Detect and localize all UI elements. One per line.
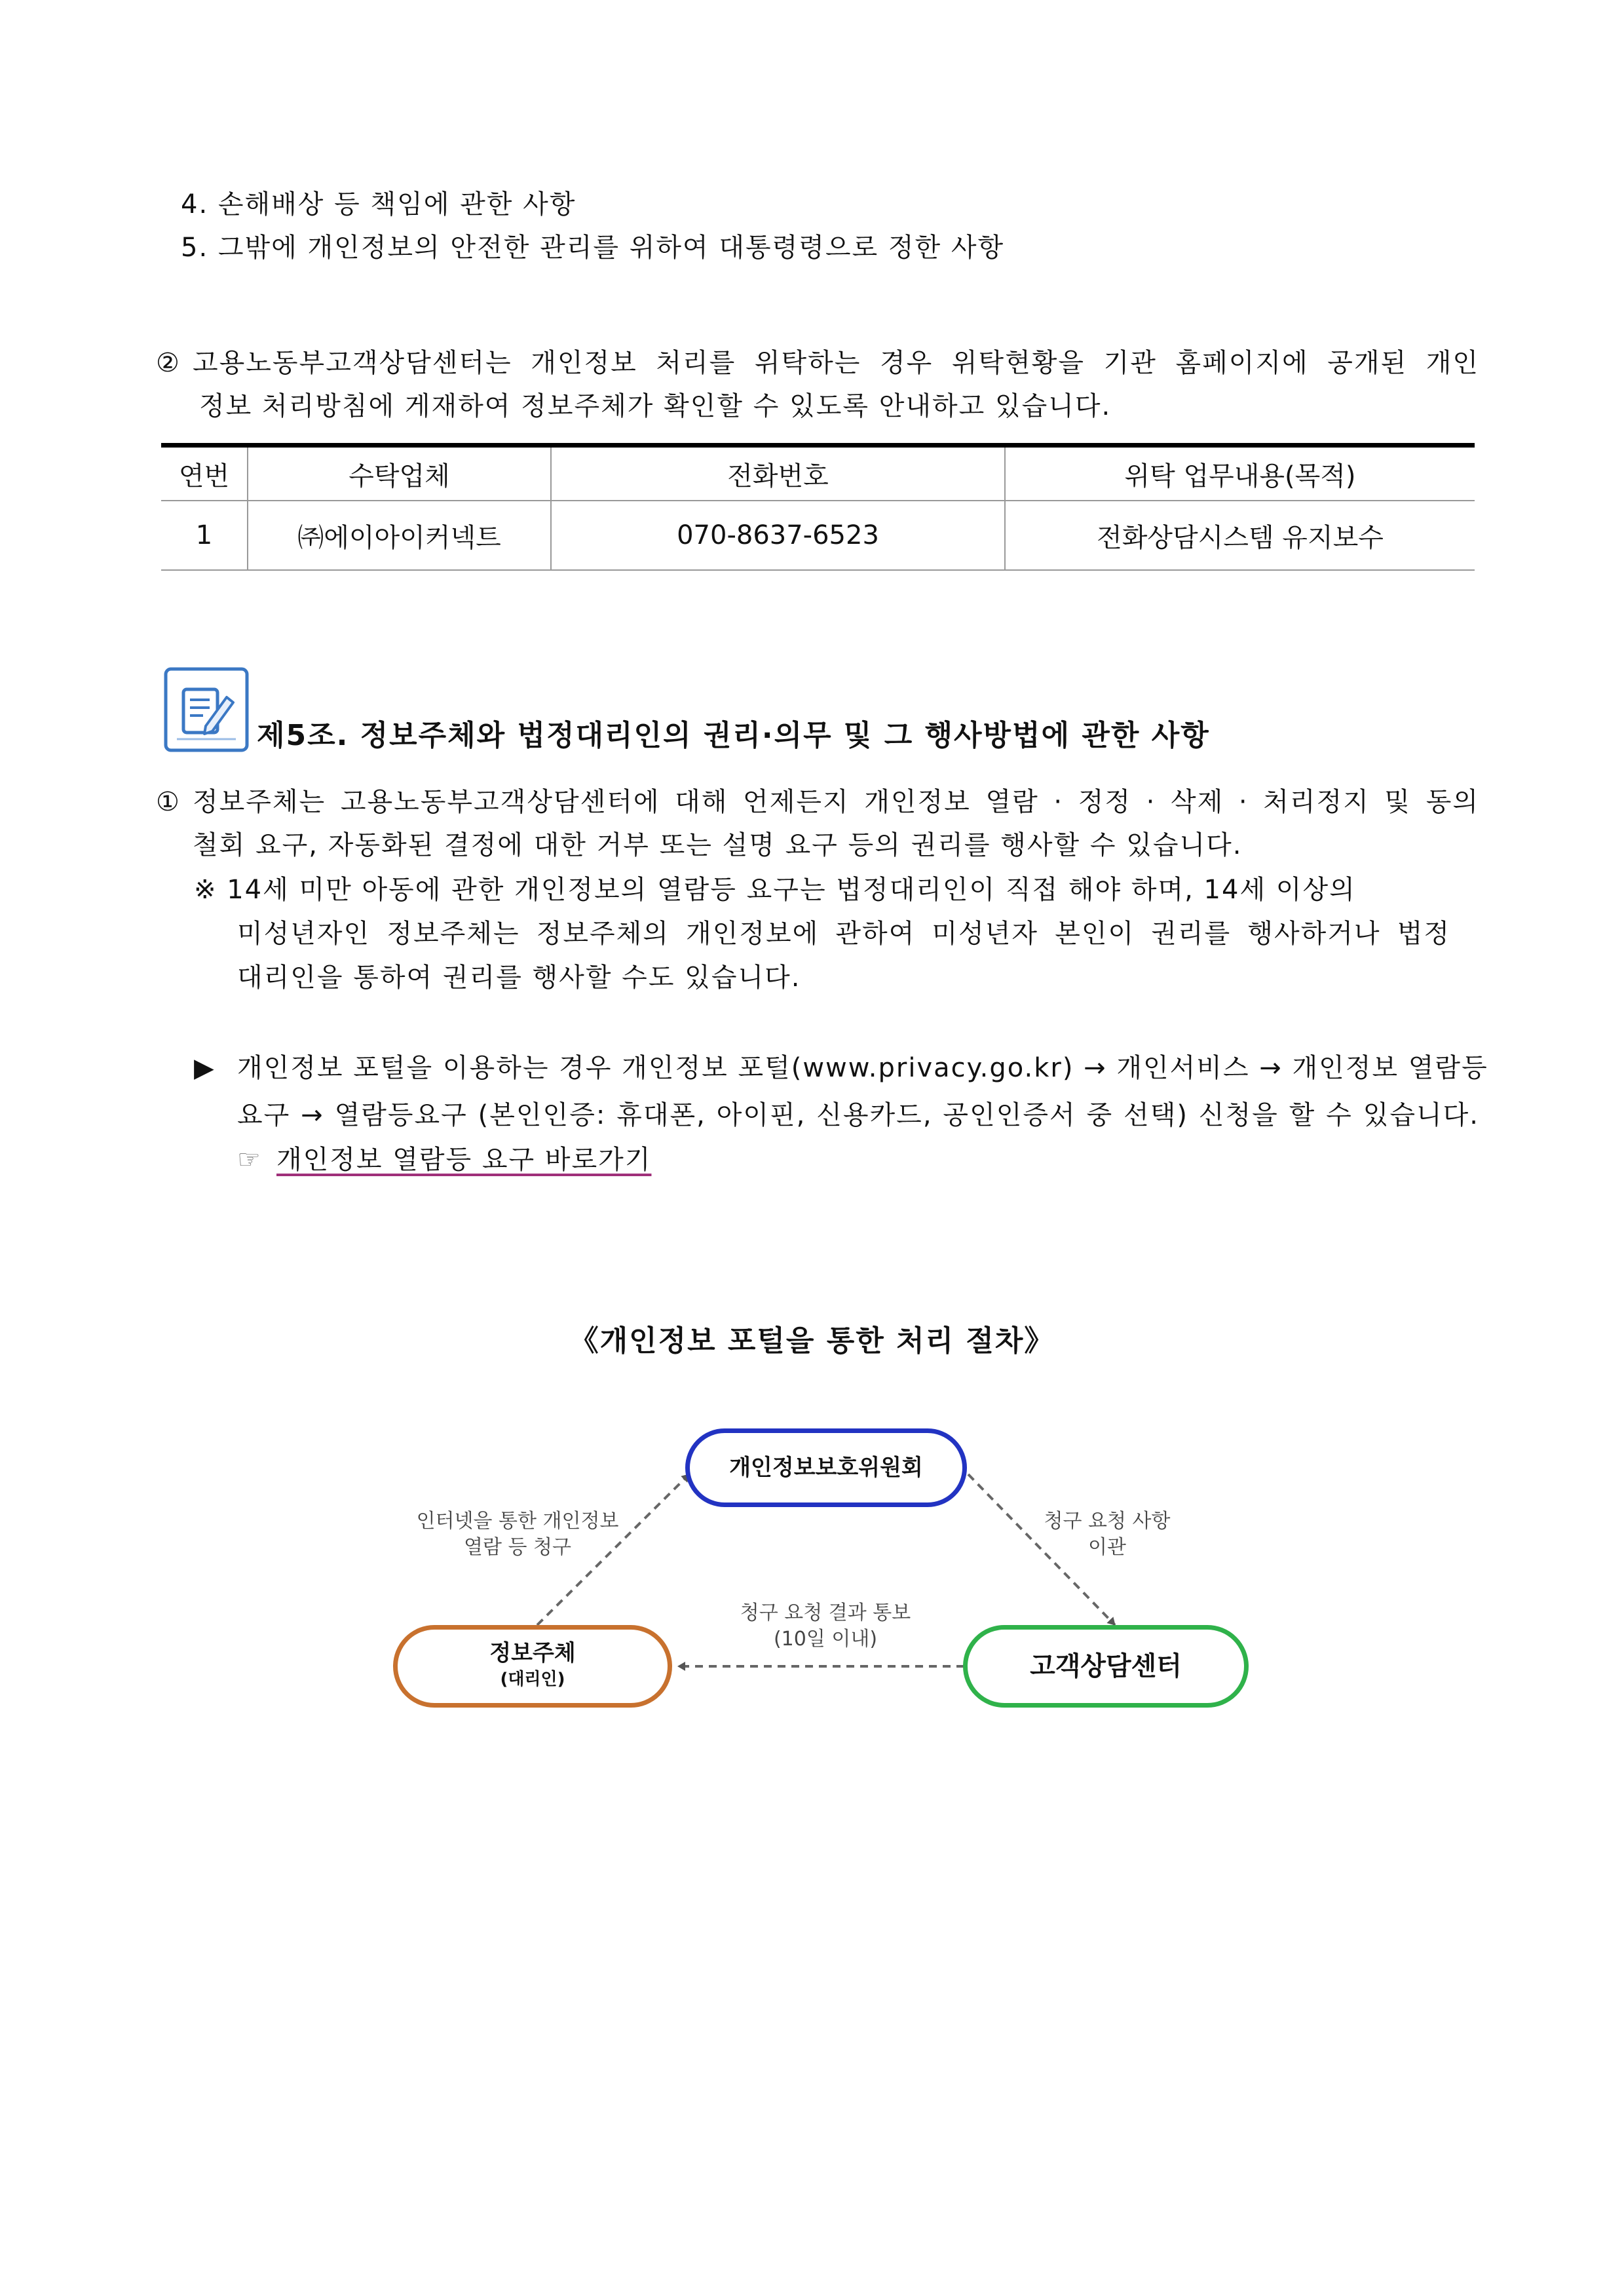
pointing-hand-icon: ☞ [237, 1145, 262, 1175]
subject-node-label: 정보주체 [489, 1640, 576, 1666]
list-item-4: 4. 손해배상 등 책임에 관한 사항 [181, 189, 576, 220]
note-line-3: 대리인을 통하여 권리를 행사할 수도 있습니다. [237, 963, 801, 993]
edge-label-left [387, 1508, 649, 1561]
note-line-1: ※ 14세 미만 아동에 관한 개인정보의 열람등 요구는 법정대리인이 직접 해야 하며, 14세 이상의 [194, 875, 1356, 905]
table-cell-number: 1 [161, 501, 248, 570]
table-cell-phone: 070-8637-6523 [551, 501, 1005, 570]
edge-label-left-line-2: 열람 등 청구 [464, 1536, 571, 1559]
table-cell-company: ㈜에이아이커넥트 [248, 501, 551, 570]
paragraph-2-line-1: 고용노동부고객상담센터는 개인정보 처리를 위탁하는 경우 위탁현황을 기관 홈페이지에 공개된 개인 [193, 348, 1479, 378]
paragraph-2 [156, 345, 1479, 425]
table-header-row [161, 446, 1475, 501]
list-item-5: 5. 그밖에 개인정보의 안전한 관리를 위하여 대통령령으로 정한 사항 [181, 233, 1005, 263]
subject-node-sublabel: (대리인) [500, 1670, 565, 1689]
circled-number-1: ① [156, 787, 181, 817]
bullet-portal [194, 1050, 1488, 1134]
process-diagram [387, 1428, 1264, 1730]
edge-label-bottom-line-2: (10일 이내) [773, 1628, 878, 1651]
committee-node-label: 개인정보보호위원회 [729, 1455, 923, 1481]
note-line-2: 미성년자인 정보주체는 정보주체의 개인정보에 관하여 미성년자 본인이 권리를 행사하거나 법정 [237, 919, 1450, 949]
table-cell-task: 전화상담시스템 유지보수 [1005, 501, 1475, 570]
section-5-paragraph-1-line-2: 철회 요구, 자동화된 결정에 대한 거부 또는 설명 요구 등의 권리를 행사할 수 있습니다. [193, 830, 1243, 860]
paragraph-2-line-2: 정보 처리방침에 게재하여 정보주체가 확인할 수 있도록 안내하고 있습니다. [199, 391, 1112, 421]
table-header-phone: 전화번호 [551, 446, 1005, 501]
document-edit-icon [164, 667, 249, 752]
table-header-number: 연번 [161, 446, 248, 501]
table-row [161, 501, 1475, 570]
subject-node [393, 1625, 672, 1708]
edge-label-left-line-1: 인터넷을 통한 개인정보 [416, 1510, 619, 1533]
center-node [963, 1625, 1249, 1708]
consignment-table [161, 443, 1475, 571]
edge-label-right-line-1: 청구 요청 사항 [1044, 1510, 1171, 1533]
section-5-paragraph-1-line-1: 정보주체는 고용노동부고객상담센터에 대해 언제든지 개인정보 열람 · 정정 · 삭제 · 처리정지 및 동의 [193, 787, 1479, 817]
section-5-title: 제5조. 정보주체와 법정대리인의 권리·의무 및 그 행사방법에 관한 사항 [257, 719, 1210, 752]
table-header-task: 위탁 업무내용(목적) [1005, 446, 1475, 501]
table-header-company: 수탁업체 [248, 446, 551, 501]
privacy-request-link[interactable]: 개인정보 열람등 요구 바로가기 [276, 1145, 652, 1175]
bullet-line-2: 요구 → 열람등요구 (본인인증: 휴대폰, 아이핀, 신용카드, 공인인증서 중 선택) 신청을 할 수 있습니다. [237, 1100, 1479, 1130]
edge-label-bottom [714, 1600, 937, 1653]
privacy-request-link-row [237, 1141, 651, 1178]
section-5-paragraph-1 [156, 784, 1479, 864]
edge-label-bottom-line-1: 청구 요청 결과 통보 [740, 1601, 911, 1624]
committee-node [685, 1428, 967, 1507]
edge-label-right-line-2: 이관 [1088, 1536, 1126, 1559]
circled-number-2: ② [156, 348, 181, 378]
edge-label-right [1022, 1508, 1192, 1561]
bullet-marker: ▶ [194, 1053, 216, 1083]
center-node-label: 고객상담센터 [1030, 1651, 1182, 1681]
bullet-line-1: 개인정보 포털을 이용하는 경우 개인정보 포털(www.privacy.go.kr) → 개인서비스 → 개인정보 열람등 [237, 1053, 1488, 1083]
diagram-title: 《개인정보 포털을 통한 처리 절차》 [569, 1324, 1055, 1358]
